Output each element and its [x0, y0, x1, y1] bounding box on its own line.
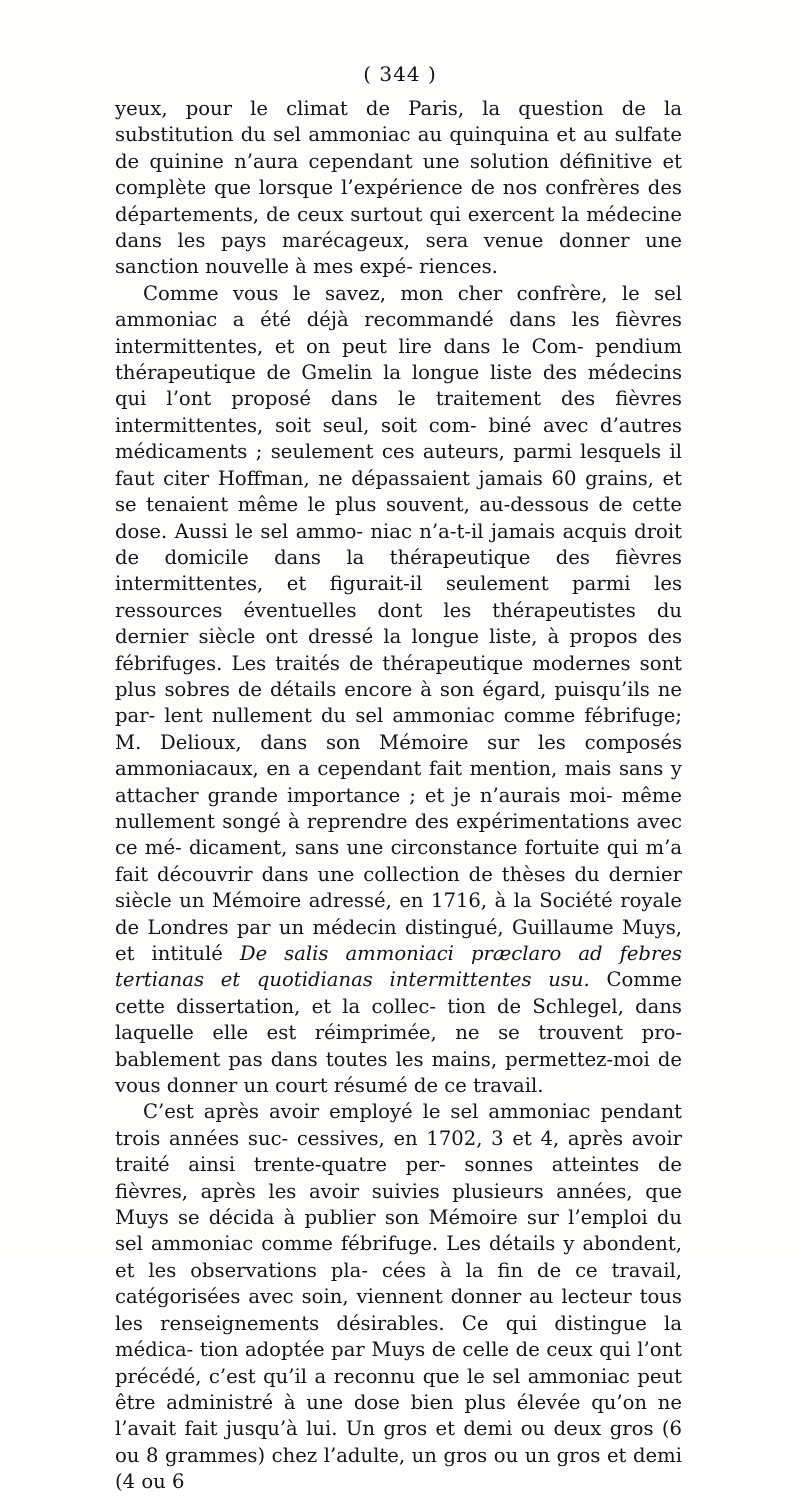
thesis-title: De salis ammoniaci præclaro ad febres tertianas et quotidianas intermittentes usu.	[115, 942, 682, 992]
paragraph-2	[115, 281, 682, 1100]
paragraph-2-text-b: Comme cette dissertation, et la collec- tion de Schlegel, dans laquelle elle est réimprimée, ne se trouvent pro- bablement pas dans toutes les mains, permettez-moi de vous donner un court résumé de ce travail.	[115, 968, 682, 1098]
paragraph-2-text-a: Comme vous le savez, mon cher confrère, le sel ammoniac a été déjà recommandé dans les fièvres intermittentes, et on peut lire dans le Com- pendium thérapeutique de Gmelin la longue liste des médecins qui l’ont proposé dans le traitement des fièvres intermittentes, soit seul, soit com- biné avec d’autres médicaments ; seulement ces auteurs, parmi lesquels il faut citer Hoffman, ne dépassaient jamais 60 grains, et se tenaient même le plus souvent, au-dessous de cette dose. Aussi le sel ammo- niac n’a-t-il jamais acquis droit de domicile dans la thérapeutique des fièvres intermittentes, et figurait-il seulement parmi les ressources éventuelles dont les thérapeutistes du dernier siècle ont dressé la longue liste, à propos des fébrifuges. Les traités de thérapeutique modernes sont plus sobres de détails encore à son égard, puisqu’ils ne par- lent nullement du sel ammoniac comme fébrifuge; M. Delioux, dans son Mémoire sur les composés ammoniacaux, en a cependant fait mention, mais sans y attacher grande importance ; et je n’aurais moi- même nullement songé à reprendre des expérimentations avec ce mé- dicament, sans une circonstance fortuite qui m’a fait découvrir dans une collection de thèses du dernier siècle un Mémoire adressé, en 1716, à la Société royale de Londres par un médecin distingué, Guillaume Muys, et intitulé	[115, 281, 682, 965]
page-number: ( 344 )	[363, 62, 437, 86]
body-text	[115, 96, 682, 1496]
paragraph-1-text: yeux, pour le climat de Paris, la question de la substitution du sel ammoniac au quinquina et au sulfate de quinine n’aura cependant une solution définitive et complète que lorsque l’expérience de nos confrères des départements, de ceux surtout qui exercent la médecine dans les pays marécageux, sera venue donner une sanction nouvelle à mes expé- riences.	[115, 97, 682, 279]
paragraph-1	[115, 96, 682, 281]
paragraph-3-text: C’est après avoir employé le sel ammoniac pendant trois années suc- cessives, en 1702, 3 et 4, après avoir traité ainsi trente-quatre per- sonnes atteintes de fièvres, après les avoir suivies plusieurs années, que Muys se décida à publier son Mémoire sur l’emploi du sel ammoniac comme fébrifuge. Les détails y abondent, et les observations pla- cées à la fin de ce travail, catégorisées avec soin, viennent donner au lecteur tous les renseignements désirables. Ce qui distingue la médica- tion adoptée par Muys de celle de ceux qui l’ont précédé, c’est qu’il a reconnu que le sel ammoniac peut être administré à une dose bien plus élevée qu’on ne l’avait fait jusqu’à lui. Un gros et demi ou deux gros (6 ou 8 grammes) chez l’adulte, un gros ou un gros et demi (4 ou 6	[115, 1100, 682, 1494]
paragraph-3	[115, 1099, 682, 1495]
